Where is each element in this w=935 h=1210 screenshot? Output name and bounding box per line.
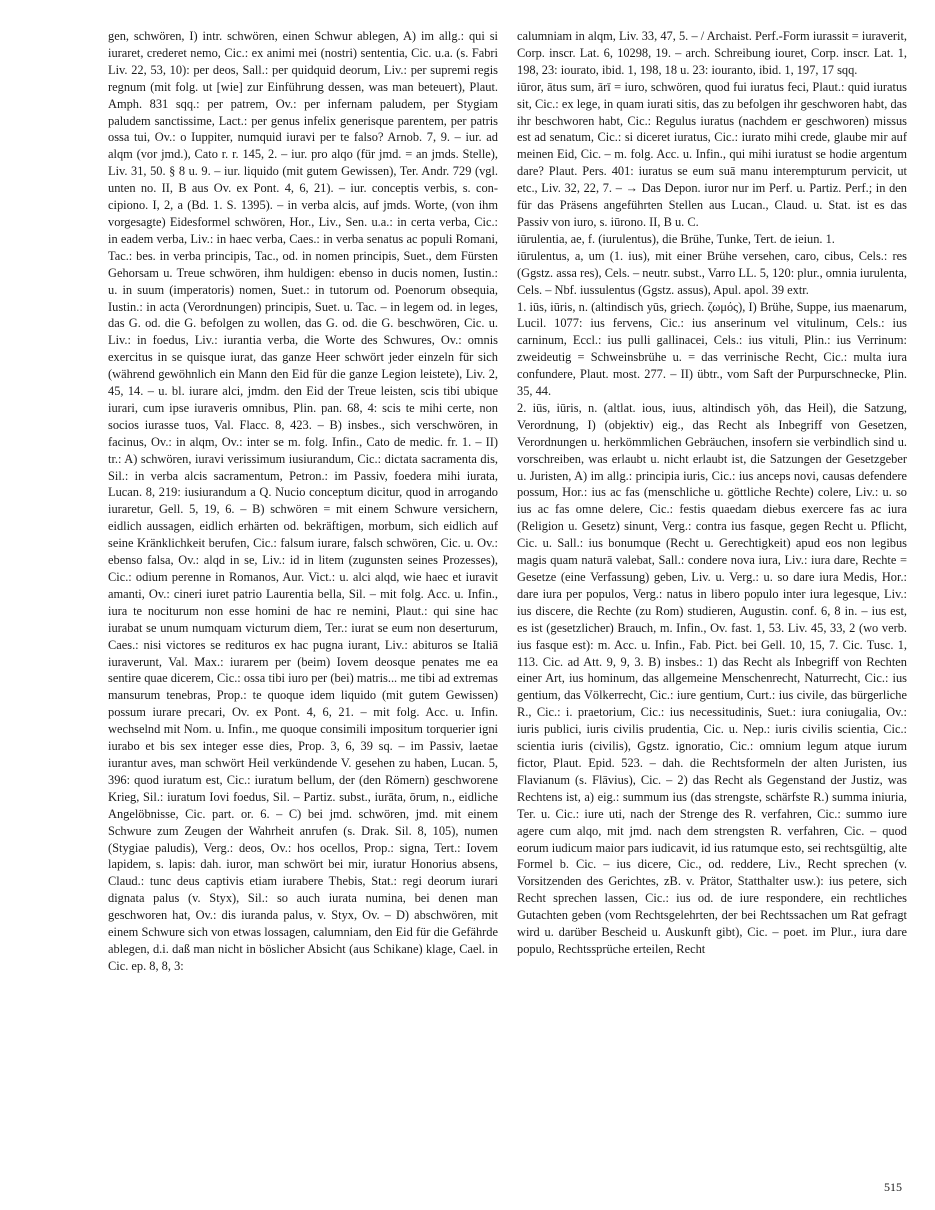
- entry-paragraph: iūrulentus, a, um (1. ius), mit einer Brühe versehen, caro, cibus, Cels.: res (Ggstz. assa res), Cels. – neutr. subst., Varro LL. 5, 120: plur., omnia iurulenta, Cels. – Nbf. iussulentus (Ggstz. assus), Apul. apol. 39 extr.: [517, 248, 908, 297]
- entry-paragraph: gen, schwören, I) intr. schwören, einen Schwur ablegen, A) im allg.: qui si iuraret, crederet nemo, Cic.: ex animi mei (nostri) sententia, Cic. u.a. (s. Fabri Liv. 22, 53, 10): per deos, Sall.: per quidquid deorum, Liv.: per supremi regis regnum (mit folg. ut [wie] zur Einführung dessen, was man beteuert), Plaut. Amph. 831 sqq.: per patrem, Ov.: per infernam paludem, per Stygiam paludem sanctissime, Lact.: per genus infelix generisque parentem, per patris ossa tui, Ov.: o Iuppiter, numquid iuravi per te falso? Arnob. 7, 9. – iur. ad alqm (vor jmd.), Cato r. r. 145, 2. – iur. pro alqo (für jmd. = an jmds. Stelle), Liv. 31, 50. § 8 u. 9. – iur. liquido (mit gutem Gewissen), Ter. Andr. 729 (vgl. unten no. II, B aus Ov. ex Pont. 4, 6, 21). – iur. conceptis verbis, s. con-cipiono. I, 2, a (Bd. 1. S. 1395). – in verba alcis, auf jmds. Worte, (von ihm vorgesagte) Eidesformel schwören, Hor., Liv., Sen. u.a.: in certa verba, Cic.: in eadem verba, Liv.: in haec verba, Caes.: in verba senatus ac populi Romani, Tac.: bes. in verba principis, Tac., od. in nomen principis, Suet., dem Fürsten Gehorsam u. Treue schwören, ihm huldigen: ebenso in ducis nomen, Iustin.: u. in suum (imperatoris) nomen, Suet.: in tutorum od. Poenorum obsequia, Iustin.: in acta (Verordnungen) principis, Suet. u. Tac. – in legem od. in leges, das G. od. die G. befolgen zu wollen, das G. od. die G. beschwören, Cic. u. Liv.: in foedus, Liv.: iurantia verba, die Worte des Schwures, Ov.: omnis exercitus in se quisque iurat, das ganze Heer schwört jeder einzeln für sich (während gewöhnlich ein Mann den Eid für die ganze Legion leistete), Liv. 2, 45, 14. – u. bl. iurare alci, jmdm. den Eid der Treue leisten, scis tibi ubique iurari, cum ipse iuraveris omnibus, Plin. pan. 68, 4: scis te mihi certe, non socios iurasse tuos, Val. Flacc. 8, 423. – B) insbes., sich verschwören, in facinus, Ov.: in alqm, Ov.: inter se m. folg. Infin., Cato de medic. fr. 1. – II) tr.: A) schwören, iuravi verissimum iusiurandum, Cic.: dictata sacramenta dis, Sil.: in verba alcis sacramentum, Petron.: im Passiv, foedera mihi iurata, Lucan. 8, 219: iusiurandum a Q. Nucio conceptum dicitur, quod in arrogando iuraretur, Gell. 5, 19, 6. – B) schwören = mit einem Schwure versichern, eidlich aussagen, eidlich erhärten od. bekräftigen, morbum, sich eidlich auf seine Kränklichkeit berufen, Cic.: falsum iurare, falsch schwören, Cic. u. Ov.: ebenso falsa, Ov.: alqd in se, Liv.: id in litem (zugunsten seines Prozesses), Cic.: odium perenne in Romanos, Aur. Vict.: u. alci alqd, wie haec et iuravit amanti, Ov.: cineri iuret patrio Laurentia bella, Sil. – mit folg. Acc. u. Infin., iura te nociturum non esse homini de hac re nemini, Plaut.: qui sine hac iurabat se unum numquam victurum diem, Ter.: iurat se eum non deserturum, Caes.: nisi victores se redituros ex hac pugna iurant, Liv.: abituros se Italiā iuraverunt, Val. Max.: iurarem per (beim) Iovem deosque penates me ea sentire quae dicerem, Cic.: ossa tibi iuro per (bei) matris... me tibi ad extremas mansurum tenebras, Prop.: te quoque idem liquido (mit gutem Gewissen) possum iurare precari, Ov. ex Pont. 4, 6, 21. – mit folg. Acc. u. Infin. wechselnd mit Nom. u. Infin., me quoque consimili impositum torquerier igni iurabo et bis sex integer esse dies, Prop. 3, 6, 39 sq. – im Passiv, laetae iurantur aves, man schwört Heil verkündende V. gesehen zu haben, Lucan. 5, 396: quod iuratum est, Cic.: iuratum bellum, der (den Römern) geschworene Krieg, Sil.: iuratum Iovi foedus, Sil. – Partiz. subst., iurāta, ōrum, n., eidliche Angelöbnisse, Cic. part. or. 6. – C) bei jmd. schwören, jmd. mit einem Schwure zum Zeugen der Wahrheit anrufen (s. Drak. Sil. 8, 105), numen (Stygiae paludis), Verg.: deos, Ov.: hos ocellos, Prop.: signa, Tert.: Iovem lapidem, s. lapis: dah. iuror, man schwört bei mir, iuratur Honorius absens, Claud.: tunc deus captivis etiam iurabere Thebis, Stat.: regi deorum iurari dignata palus (v. Styx), Sil.: so auch iurata numina, bei denen man geschworen hat, Ov.: dis iuranda palus, v. Styx, Ov. – D) abschwören, mit einem Schwure sich von etwas lossagen, calumniam, den Eid für die Gefährde ablegen, d.i. daß man nicht in böslicher Absicht (aus Schikane) klage, Cael. in Cic. ep. 8, 8, 3:: [108, 29, 498, 973]
- entry-paragraph: calumniam in alqm, Liv. 33, 47, 5. – / Archaist. Perf.-Form iurassit = iuraverit, Corp. inscr. Lat. 6, 10298, 19. – arch. Schreibung iouret, Corp. inscr. Lat. 1, 198, 23: iourato, ibid. 1, 198, 18 u. 23: iouranto, ibid. 1, 197, 17 sqq.: [517, 29, 907, 77]
- right-column: [517, 28, 907, 958]
- entry-paragraph: 1. iūs, iūris, n. (altindisch yūs, griech. ζωμός), I) Brühe, Suppe, ius maenarum, Lucil. 1077: ius fervens, Cic.: ius anserinum vel vitulinum, Cels.: ius carninum, Eccl.: ius pulli gallinacei, Cels.: ius vituli, Plin.: ius Verrinum: zweideutig = Schweinsbrühe u. = das verrinische Recht, Cic.: multa iura confundere, Plaut. most. 277. – II) übtr., vom Saft der Purpurschnecke, Plin. 35, 44.: [517, 299, 907, 399]
- entry-paragraph: iūror, ātus sum, ārī = iuro, schwören, quod fui iuratus feci, Plaut.: quid iuratus sit, Cic.: ex lege, in quam iurati sitis, das zu befolgen ihr geschworen habt, das ihr beschworen habt, Cic.: Regulus iuratus (nachdem er geschworen) missus est ad senatum, Cic.: si diceret iuratus, Cic.: iurato mihi crede, glaube mir auf meinen Eid, Cic. – m. folg. Acc. u. Infin., qui mihi iuratust se hodie argentum dare? Plaut. Pers. 401: iuratus se eum suā manu interempturum pervicit, ut etc., Liv. 32, 22, 7. – → Das Depon. iuror nur im Perf. u. Partiz. Perf.; in den für das Präsens angeführten Stellen aus Lucan., Claud. u. Stat. ist es das Passiv von iuro, s. iūrono. II, B u. C.: [517, 79, 907, 229]
- entry-paragraph: 2. iūs, iūris, n. (altlat. ious, iuus, altindisch yōh, das Heil), die Satzung, Verordnung, I) (objektiv) eig., das Recht als Inbegriff von Gesetzen, Verordnungen u. herkömmlichen Gebräuchen, insofern sie verbindlich sind u. vorschreiben, was erlaubt u. nicht erlaubt ist, die Satzungen der Gesetzgeber u. Juristen, A) im allg.: principia iuris, Cic.: ius anceps novi, causas defendere possum, Hor.: ius ac fas (menschliche u. göttliche Rechte) colere, Liv.: u. so ius ac fas omne delere, Cic.: festis quaedam diebus exercere fas ac iura (Religion u. Gesetz) sinunt, Verg.: contra ius fasque, gegen Recht u. Pflicht, Cic. u. Sall.: ius bonumque (Recht u. Gerechtigkeit) apud eos non legibus magis quam naturā valebat, Sall.: condere nova iura, Liv.: iura dare, Rechte = Gesetze (eine Verfassung) geben, Liv. u. Verg.: u. so dare iura Medis, Hor.: dare iura per populos, Verg.: natus in libero populo inter iura legesque, Liv.: ius discere, die Rechte (zu Rom) studieren, Augustin. conf. 6, 8 in. – ius est, es ist (gesetzlicher) Brauch, m. Infin., Ov. fast. 1, 53. Liv. 45, 33, 2 (wo verb. ius fasque est): m. Acc. u. Infin., Fab. Pict. bei Gell. 10, 15, 7. Cic. Tusc. 1, 113. Cic. ad Att. 9, 9, 3. B) insbes.: 1) das Recht als Inbegriff von Rechten einer Art, ius hominum, das allgemeine Menschenrecht, Naturrecht, Cic.: ius gentium, das Völkerrecht, Cic.: iure gentium, Curt.: ius civile, das bürgerliche R., Cic.: i. praetorium, Cic.: ius necessitudinis, Suet.: iura coniugalia, Ov.: iuris publici, iuris civilis prudentia, Cic. u. Nep.: iuris civilis scientia, Cic.: scientia iuris (civilis), Ggstz. ignoratio, Cic.: omnium legum atque iurum fictor, Plaut. Epid. 523. – dah. die Rechtsformeln der alten Juristen, ius Flavianum (s. Flāvius), Cic. – 2) das Recht als Gegenstand der Justiz, was Rechtens ist, a) eig.: summum ius (das strengste, schärfste R.) summa iniuria, Ter. u. Cic.: iure uti, nach der Strenge des R. verfahren, Cic.: summo iure agere cum alqo, mit jmd. nach dem strengsten R. verfahren, Cic. – quod eorum iudicum maior pars iudicavit, id ius ratumque esto, sei rechtsgültig, alte Formel b. Cic. – ius dicere, Cic., od. reddere, Liv., Recht sprechen (v. Vorsitzenden des Gerichtes, zB. v. Prätor, Statthalter usw.): ius petere, sich Recht sprechen lassen, Cic.: ius od. de iure respondere, ein rechtliches Gutachten geben (vom Rechtsgelehrten, der bei Rechtssachen um Rat gefragt wird u. darüber Bescheid u. Auskunft gibt), Cic. – poet. im Plur., iura dare populo, Rechtssprüche erteilen, Recht: [517, 400, 907, 956]
- left-column: [108, 28, 498, 975]
- entry-paragraph: iūrulentia, ae, f. (iurulentus), die Brühe, Tunke, Tert. de ieiun. 1.: [517, 231, 835, 246]
- page-number: 515: [884, 1180, 902, 1194]
